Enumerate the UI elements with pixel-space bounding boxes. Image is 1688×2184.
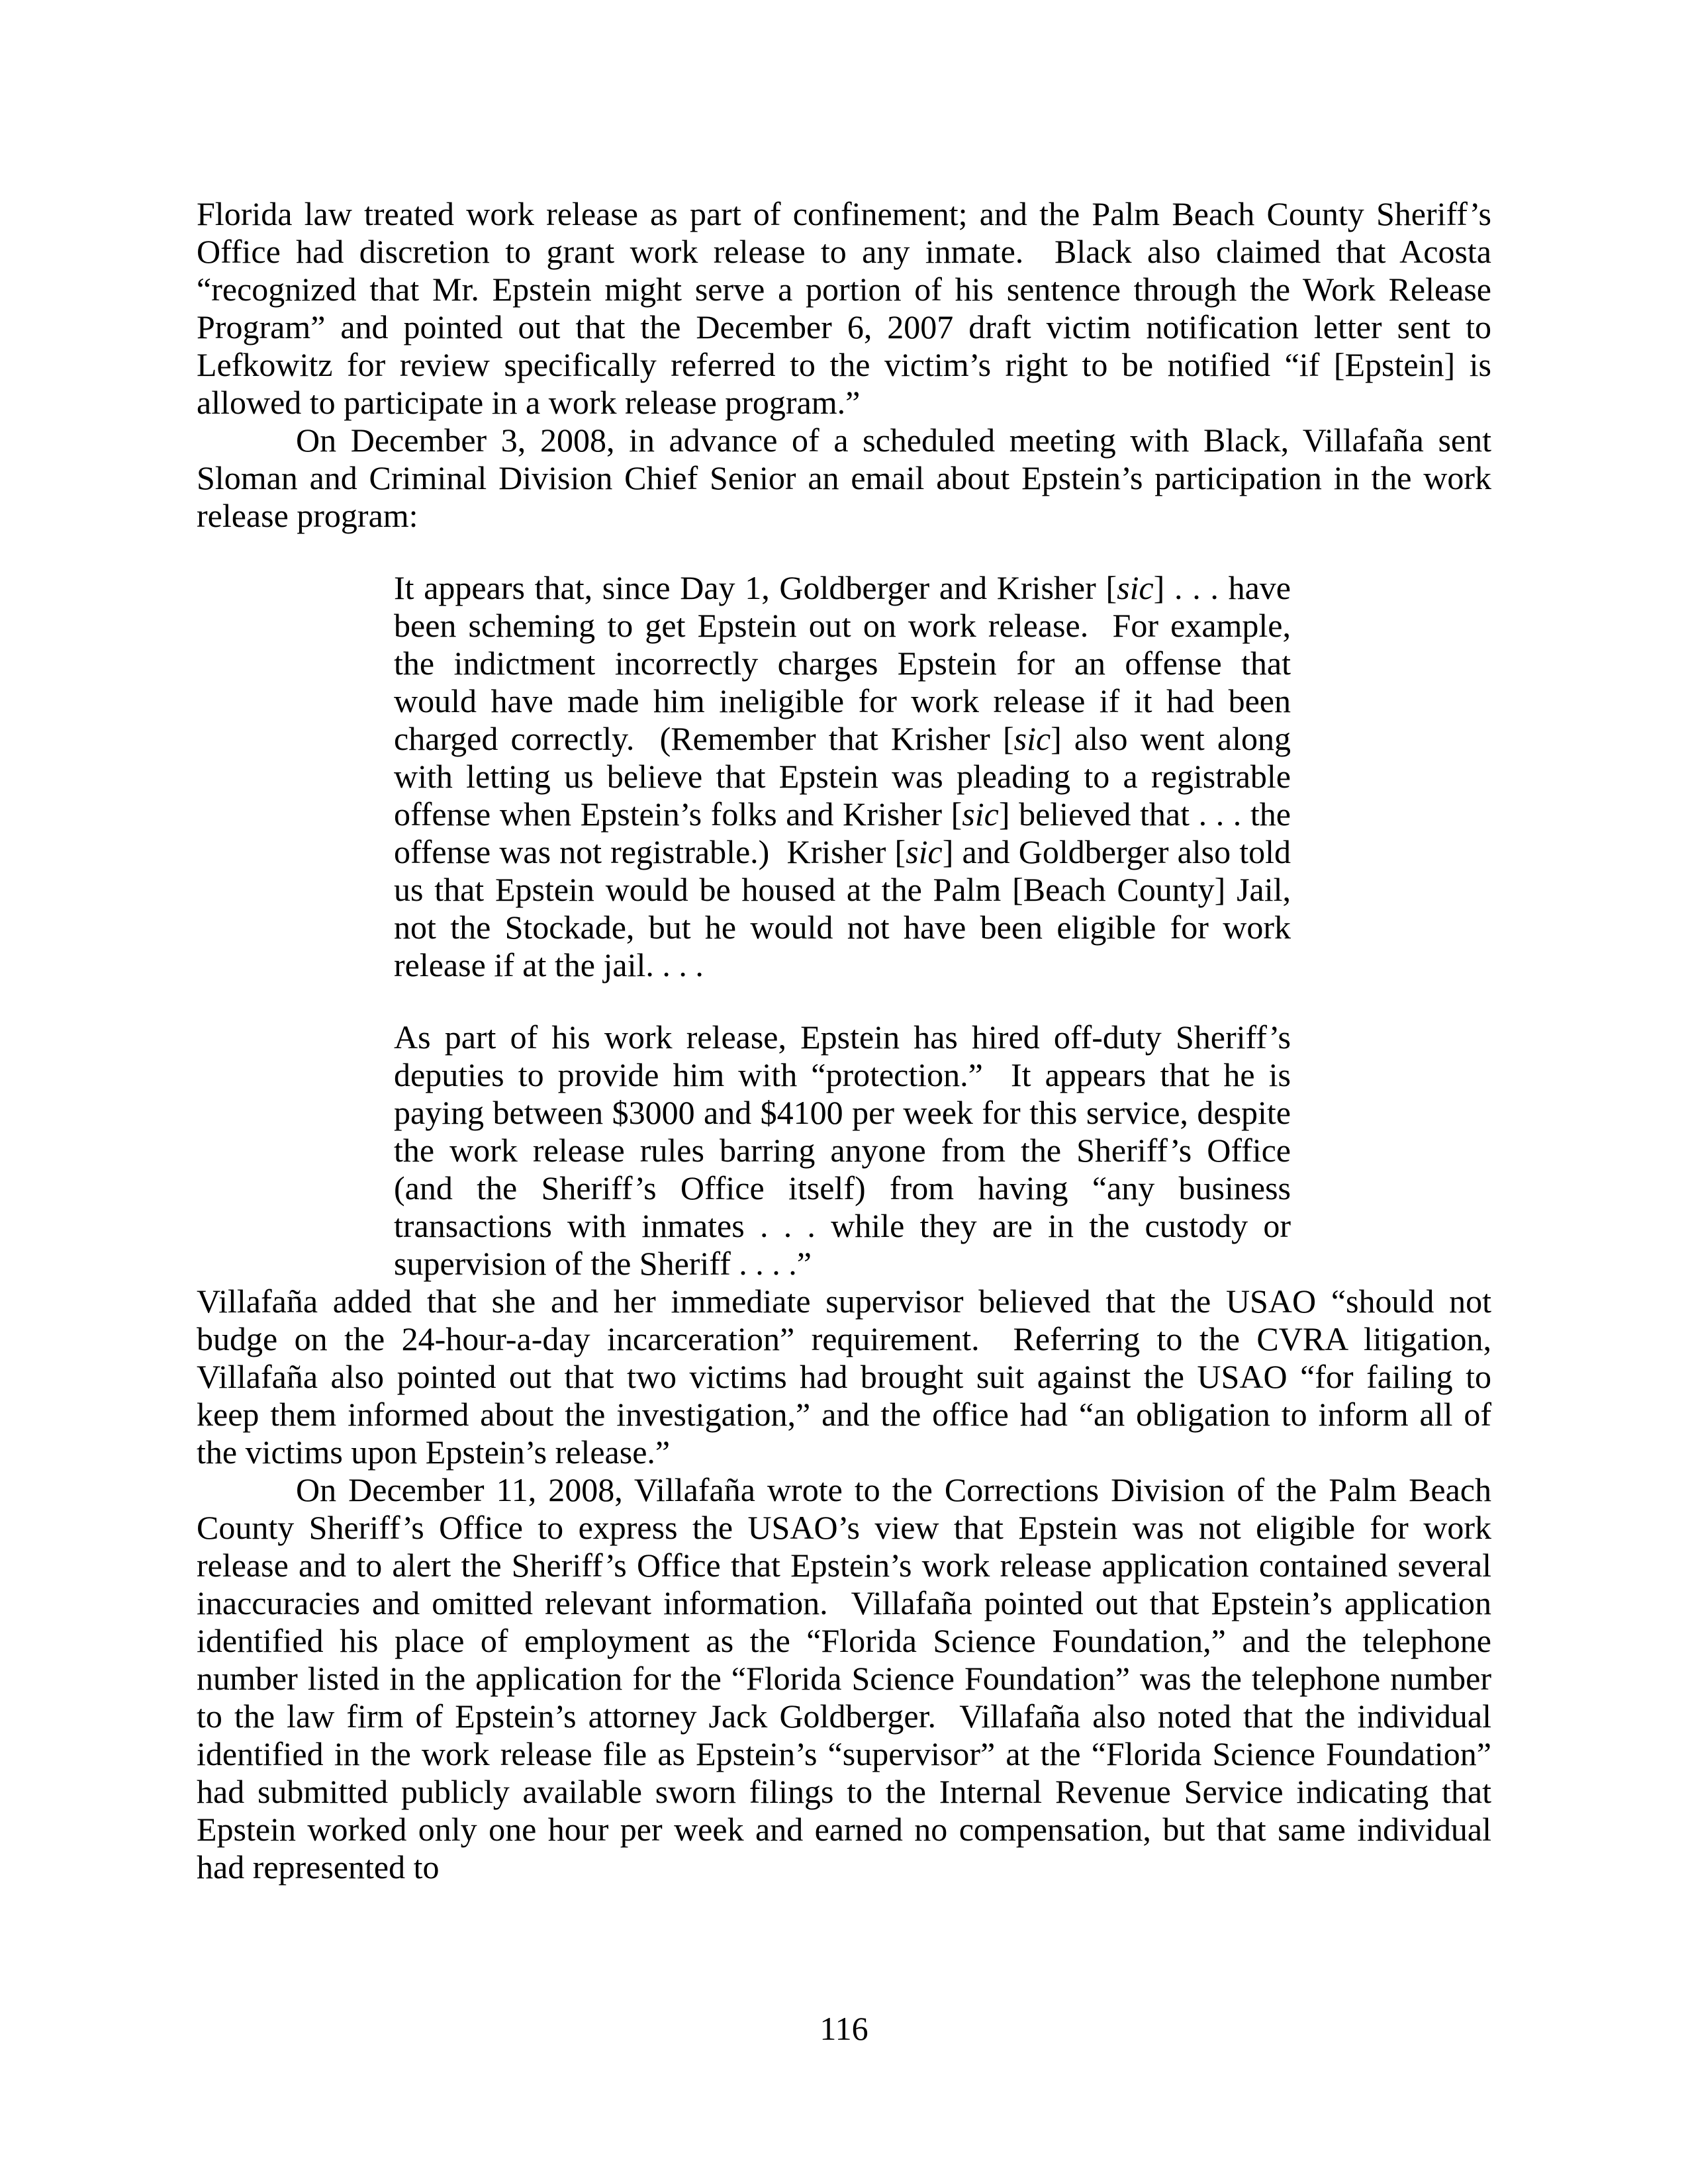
body-paragraph-1: Florida law treated work release as part of confinement; and the Palm Beach County Sheriff’s Office had discretion to grant work release to any inmate. Black also claimed that Acosta “recognized that Mr. Epstein might serve a portion of his sentence through the Work Release Program” and pointed out that the December 6, 2007 draft victim notification letter sent to Lefkowitz for review specifically referred to the victim’s right to be notified “if [Epstein] is allowed to participate in a work release program.” xyxy=(197,195,1500,421)
page-number: 116 xyxy=(820,2010,868,2047)
body-paragraph-3: Villafaña added that she and her immediate supervisor believed that the USAO “should not budge on the 24-hour-a-day incarceration” requirement. Referring to the CVRA litigation, Villafaña also pointed out that two victims had brought suit against the USAO “for failing to keep them informed about the investigation,” and the office had “an obligation to inform all of the victims upon Epstein’s release.” xyxy=(197,1283,1500,1471)
quote-paragraph-1: It appears that, since Day 1, Goldberger and Krisher [sic] . . . have been scheming to get Epstein out on work release. For example, the indictment incorrectly charges Epstein for an offense that would have made him ineligible for work release if it had been charged correctly. (Remember that Krisher [sic] also went along with letting us believe that Epstein was pleading to a registrable offense when Epstein’s folks and Krisher [sic] believed that . . . the offense was not registrable.) Krisher [sic] and Goldberger also told us that Epstein would be housed at the Palm [Beach County] Jail, not the Stockade, but he would not have been eligible for work release if at the jail. . . . xyxy=(394,569,1299,983)
page-text-block xyxy=(197,195,1500,1886)
quote-paragraph-2: As part of his work release, Epstein has hired off-duty Sheriff’s deputies to provide him with “protection.” It appears that he is paying between $3000 and $4100 per week for this service, despite the work release rules barring anyone from the Sheriff’s Office (and the Sheriff’s Office itself) from having “any business transactions with inmates . . . while they are in the custody or supervision of the Sheriff . . . .” xyxy=(394,1019,1299,1282)
block-quote xyxy=(197,569,1491,1283)
body-paragraph-4: On December 11, 2008, Villafaña wrote to the Corrections Division of the Palm Beach County Sheriff’s Office to express the USAO’s view that Epstein was not eligible for work release and to alert the Sheriff’s Office that Epstein’s work release application contained several inaccuracies and omitted relevant information. Villafaña pointed out that Epstein’s application identified his place of employment as the “Florida Science Foundation,” and the telephone number listed in the application for the “Florida Science Foundation” was the telephone number to the law firm of Epstein’s attorney Jack Goldberger. Villafaña also noted that the individual identified in the work release file as Epstein’s “supervisor” at the “Florida Science Foundation” had submitted publicly available sworn filings to the Internal Revenue Service indicating that Epstein worked only one hour per week and earned no compensation, but that same individual had represented to xyxy=(197,1471,1500,1886)
body-paragraph-2: On December 3, 2008, in advance of a scheduled meeting with Black, Villafaña sent Sloman and Criminal Division Chief Senior an email about Epstein’s participation in the work release program: xyxy=(197,422,1500,534)
